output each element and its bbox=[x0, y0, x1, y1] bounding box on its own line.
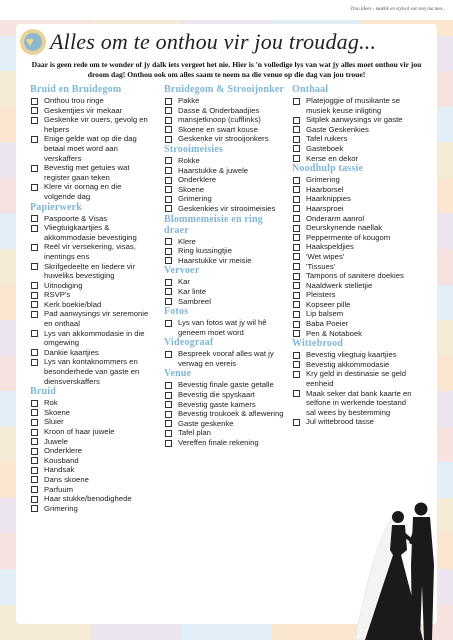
checklist-item bbox=[164, 96, 288, 106]
checkbox-icon[interactable] bbox=[31, 215, 38, 222]
checklist-item bbox=[30, 163, 152, 182]
checklist-item-label: Haarborsel bbox=[306, 184, 344, 194]
checklist-item bbox=[30, 348, 152, 358]
checklist-item-label: Onthou trou ringe bbox=[44, 96, 104, 105]
checklist-item-label: Peppermente of kougom bbox=[306, 232, 391, 242]
checklist-item-label: Geskenke vir ouers, gevolg en helpers bbox=[44, 115, 148, 134]
checklist-item bbox=[164, 185, 288, 195]
checklist-item bbox=[30, 106, 152, 116]
checklist-item-label: Skrifgedeelte en liedere vir huweliks bevestiging bbox=[44, 261, 136, 281]
checklist-item bbox=[164, 156, 288, 166]
checkbox-icon[interactable] bbox=[165, 257, 172, 264]
checklist-item bbox=[30, 300, 152, 310]
checkbox-icon[interactable] bbox=[293, 155, 300, 162]
checklist-item bbox=[164, 349, 288, 368]
checkbox-icon[interactable] bbox=[165, 136, 172, 143]
checklist-item bbox=[164, 390, 288, 400]
section-heading: Videograaf bbox=[164, 337, 214, 349]
section-heading: Vervoer bbox=[164, 265, 200, 277]
checklist-item bbox=[292, 252, 414, 262]
checklist-section bbox=[164, 265, 288, 306]
checkbox-icon[interactable] bbox=[165, 392, 172, 399]
checklist-item bbox=[30, 223, 152, 242]
section-heading: Onthaal bbox=[292, 84, 329, 95]
checklist-item-label: Dankie kaartjies bbox=[44, 347, 99, 357]
checklist-section bbox=[30, 386, 152, 513]
checkbox-icon[interactable] bbox=[31, 292, 38, 299]
checklist-item-label: Haarstukke vir meisie bbox=[178, 255, 252, 265]
checkbox-icon[interactable] bbox=[165, 117, 172, 124]
checklist-item bbox=[164, 204, 288, 214]
checklist-item bbox=[164, 115, 288, 125]
checkbox-icon[interactable] bbox=[31, 184, 38, 191]
checkbox-icon[interactable] bbox=[165, 298, 172, 305]
checkbox-icon[interactable] bbox=[165, 248, 172, 255]
checkbox-icon[interactable] bbox=[165, 205, 172, 212]
checklist-item-label: Tafel plan bbox=[178, 428, 211, 438]
checklist-item-label: Haarsproei bbox=[306, 203, 344, 213]
checklist-item-label: Enige gelde wat op die dag betaal moet word aan verskaffers bbox=[44, 134, 137, 163]
section-heading: Papierwerk bbox=[30, 201, 82, 213]
checklist-item-label: Maak seker dat bank kaarte en selfone in werkende toestand sal wees by bestemming bbox=[306, 388, 412, 417]
checklist-item bbox=[164, 297, 288, 307]
checklist-item-label: Skoene bbox=[44, 407, 71, 417]
checklist bbox=[292, 96, 414, 163]
checkbox-icon[interactable] bbox=[293, 301, 300, 308]
checklist-item bbox=[30, 182, 152, 201]
checklist-item bbox=[292, 329, 414, 339]
checklist-section bbox=[292, 84, 414, 163]
checklist-item bbox=[292, 360, 414, 370]
checkbox-icon[interactable] bbox=[31, 311, 38, 318]
checklist-item-label: Sitplek aanwysings vir gaste bbox=[306, 115, 403, 125]
checkbox-icon[interactable] bbox=[165, 107, 172, 114]
checklist-section bbox=[164, 368, 288, 447]
checklist-item bbox=[30, 446, 152, 456]
checklist-item-label: Haakspeldjies bbox=[306, 242, 354, 252]
checklist-item-label: 'Tissues' bbox=[306, 261, 336, 271]
checkbox-icon[interactable] bbox=[293, 205, 300, 212]
checklist-item bbox=[30, 494, 152, 504]
checkbox-icon[interactable] bbox=[293, 196, 300, 203]
checkbox-icon[interactable] bbox=[293, 253, 300, 260]
checklist-item-label: Kry geld in destinasie se geld eenheid bbox=[306, 369, 406, 389]
checklist-item-label: Onderarm aanrol bbox=[306, 213, 365, 223]
checklist-item bbox=[30, 281, 152, 291]
checklist-item-label: Bevestig akkommodasie bbox=[306, 359, 390, 369]
checkbox-icon[interactable] bbox=[31, 467, 38, 474]
checkbox-icon[interactable] bbox=[31, 330, 38, 337]
checklist-item bbox=[292, 204, 414, 214]
checklist-item-label: Grimering bbox=[178, 194, 212, 204]
checklist-item bbox=[30, 437, 152, 447]
checklist-item-label: Bespreek vooraf alles wat jy verwag en vereis bbox=[178, 349, 274, 368]
checkbox-icon[interactable] bbox=[293, 186, 300, 193]
checkbox-icon[interactable] bbox=[293, 330, 300, 337]
section-heading: Strooimeisies bbox=[164, 143, 224, 155]
checklist bbox=[292, 175, 414, 338]
checkbox-icon[interactable] bbox=[293, 225, 300, 232]
checklist-item-label: Jul wittebrood tasse bbox=[306, 417, 374, 427]
checklist-item bbox=[164, 409, 288, 419]
checklist bbox=[164, 277, 288, 306]
checklist-item-label: Baba Poeier bbox=[306, 319, 349, 329]
checkbox-icon[interactable] bbox=[165, 430, 172, 437]
checkbox-icon[interactable] bbox=[31, 438, 38, 445]
checklist-item bbox=[164, 400, 288, 410]
checkbox-icon[interactable] bbox=[293, 282, 300, 289]
checkbox-icon[interactable] bbox=[165, 167, 172, 174]
checklist-item-label: Onderklere bbox=[44, 446, 83, 456]
checklist-item-label: Bevestig die spyskaart bbox=[178, 390, 255, 400]
checkbox-icon[interactable] bbox=[31, 225, 38, 232]
checklist-item bbox=[292, 115, 414, 125]
checkbox-icon[interactable] bbox=[31, 263, 38, 270]
checkbox-icon[interactable] bbox=[293, 136, 300, 143]
checklist-item bbox=[30, 357, 152, 386]
checkbox-icon[interactable] bbox=[31, 136, 38, 143]
checklist-item bbox=[164, 318, 288, 337]
checklist-item bbox=[164, 125, 288, 135]
checklist-item bbox=[30, 262, 152, 281]
checklist-item-label: Juwele bbox=[44, 436, 68, 446]
checklist-item bbox=[292, 290, 414, 300]
checkbox-icon[interactable] bbox=[293, 117, 300, 124]
checklist-item bbox=[164, 428, 288, 438]
checklist-item bbox=[292, 242, 414, 252]
column-left bbox=[30, 84, 152, 513]
section-heading: Blommemeisie en ring draer bbox=[164, 213, 263, 236]
section-heading: Bruid en Bruidegom bbox=[30, 84, 122, 95]
checklist-item bbox=[164, 175, 288, 185]
section-heading: Venue bbox=[164, 368, 192, 380]
checklist bbox=[30, 96, 152, 202]
checkbox-icon[interactable] bbox=[31, 359, 38, 366]
checklist-item-label: Vereffen finale rekening bbox=[178, 438, 259, 448]
checklist-item-label: Geskenke vir strooijonkers bbox=[178, 134, 269, 144]
page-title: Alles om te onthou vir jou troudag... bbox=[50, 29, 377, 54]
checklist-item-label: 'Wet wipes' bbox=[306, 251, 345, 261]
checkbox-icon[interactable] bbox=[31, 505, 38, 512]
checklist-item bbox=[292, 134, 414, 144]
checklist-item bbox=[164, 166, 288, 176]
checklist-item bbox=[292, 262, 414, 272]
checkbox-icon[interactable] bbox=[293, 244, 300, 251]
checklist-item-label: Bevestig finale gaste getalle bbox=[178, 380, 274, 390]
checkbox-icon[interactable] bbox=[31, 400, 38, 407]
checklist-item bbox=[30, 214, 152, 224]
checkbox-icon[interactable] bbox=[293, 292, 300, 299]
checklist-item bbox=[164, 246, 288, 256]
checklist-item bbox=[164, 438, 288, 448]
checkbox-icon[interactable] bbox=[31, 244, 38, 251]
checklist-item-label: Grimering bbox=[44, 503, 78, 513]
checklist-item-label: Vliegtuigkaartjies & akkommodasie bevestiging bbox=[44, 223, 137, 242]
checklist-item bbox=[164, 106, 288, 116]
checkbox-icon[interactable] bbox=[165, 126, 172, 133]
checklist-item-label: Pen & Notaboek bbox=[306, 328, 362, 338]
checklist-section bbox=[292, 338, 414, 427]
checkbox-icon[interactable] bbox=[165, 196, 172, 203]
checklist-item-label: Skoene en swart kouse bbox=[178, 124, 258, 134]
checkbox-icon[interactable] bbox=[165, 157, 172, 164]
checkbox-icon[interactable] bbox=[165, 401, 172, 408]
checklist-item-label: Reël vir versekering, visas, inentings ens bbox=[44, 242, 136, 261]
checklist-item bbox=[292, 175, 414, 185]
checklist-item-label: Skoene bbox=[178, 184, 205, 194]
checklist-item-label: Kerse en dekor bbox=[306, 153, 359, 163]
checkbox-icon[interactable] bbox=[293, 352, 300, 359]
checklist-item bbox=[292, 319, 414, 329]
checklist-item bbox=[30, 309, 152, 328]
checklist-item-label: Pad aanwysings vir seremonie en onthaal bbox=[44, 309, 149, 329]
checklist-section bbox=[30, 84, 152, 202]
checkbox-icon[interactable] bbox=[293, 177, 300, 184]
checklist-item bbox=[30, 398, 152, 408]
checklist-item bbox=[30, 504, 152, 514]
checklist-item-label: Kar bbox=[178, 277, 190, 287]
section-heading: Bruidegom & Strooijonker bbox=[164, 84, 285, 95]
checklist-item-label: Klere bbox=[178, 236, 196, 246]
checklist-item-label: Tampons of sanitere doekies bbox=[306, 271, 404, 281]
checklist-item-label: Bevestig troukoek & aflewering bbox=[178, 409, 284, 419]
checkbox-icon[interactable] bbox=[31, 349, 38, 356]
checklist-item-label: Gaste Geskenkies bbox=[306, 124, 369, 134]
checklist-item-label: Platejoggie of musikante se musiek keuse inligting bbox=[306, 96, 401, 115]
checklist-item bbox=[164, 237, 288, 247]
checkbox-icon[interactable] bbox=[165, 98, 172, 105]
checklist-item-label: Tafel ruikers bbox=[306, 134, 348, 144]
checkbox-icon[interactable] bbox=[31, 496, 38, 503]
title-row bbox=[18, 27, 435, 61]
checkbox-icon[interactable] bbox=[165, 440, 172, 447]
checklist-item-label: Haarknippies bbox=[306, 194, 351, 204]
checkbox-icon[interactable] bbox=[293, 234, 300, 241]
checklist-item-label: Uitnodiging bbox=[44, 280, 83, 290]
checkbox-icon[interactable] bbox=[31, 409, 38, 416]
checklist-item bbox=[30, 96, 152, 106]
checklist-section bbox=[164, 337, 288, 368]
checkbox-icon[interactable] bbox=[293, 126, 300, 133]
checkbox-icon[interactable] bbox=[293, 390, 300, 397]
intro-text: Daar is geen rede om te wonder of jy dalk iets vergeet het nie. Hier is 'n volledige lys van wat jy alles moet onthou vir jou droom dag! Onthou ook om alles saam te neem na die venue op die dag van jou troue! bbox=[31, 60, 422, 79]
checkbox-icon[interactable] bbox=[165, 238, 172, 245]
checklist-item-label: Rok bbox=[44, 398, 58, 408]
checkbox-icon[interactable] bbox=[293, 98, 300, 105]
checkbox-icon[interactable] bbox=[293, 263, 300, 270]
checklist-item bbox=[292, 309, 414, 319]
checkbox-icon[interactable] bbox=[165, 177, 172, 184]
checklist-item-label: Handsak bbox=[44, 465, 75, 475]
column-middle bbox=[164, 84, 288, 448]
checklist-item-label: Sambreel bbox=[178, 296, 211, 306]
checkbox-icon[interactable] bbox=[31, 98, 38, 105]
section-heading: Wittebrood bbox=[292, 338, 344, 350]
checklist bbox=[164, 96, 288, 144]
checkbox-icon[interactable] bbox=[31, 419, 38, 426]
checklist-item bbox=[30, 417, 152, 427]
checklist-item bbox=[30, 115, 152, 134]
checklist-item bbox=[30, 465, 152, 475]
checklist-item bbox=[164, 419, 288, 429]
checklist-item bbox=[292, 125, 414, 135]
section-heading: Bruid bbox=[30, 386, 57, 398]
checkbox-icon[interactable] bbox=[293, 361, 300, 368]
checkbox-icon[interactable] bbox=[165, 420, 172, 427]
checklist bbox=[292, 350, 414, 427]
checklist-item bbox=[292, 223, 414, 233]
checklist-section bbox=[164, 144, 288, 214]
checkbox-icon[interactable] bbox=[293, 419, 300, 426]
checklist-item-label: Bevestig gaste kamers bbox=[178, 399, 256, 409]
checklist-item bbox=[292, 389, 414, 418]
checklist bbox=[164, 380, 288, 447]
checklist-item-label: Kar linte bbox=[178, 286, 207, 296]
checklist-item-label: Lys van akkommodasie in die omgewing bbox=[44, 328, 145, 348]
checklist-item bbox=[292, 233, 414, 243]
checkbox-icon[interactable] bbox=[165, 186, 172, 193]
checklist-item bbox=[30, 427, 152, 437]
column-right bbox=[292, 84, 414, 427]
checkbox-icon[interactable] bbox=[165, 411, 172, 418]
checklist-item-label: Dasse & Onderbaadjies bbox=[178, 105, 260, 115]
checklist-item bbox=[292, 144, 414, 154]
checkbox-icon[interactable] bbox=[31, 476, 38, 483]
checklist bbox=[30, 214, 152, 387]
checklist-item bbox=[292, 369, 414, 388]
checklist-section bbox=[164, 84, 288, 144]
checklist-section bbox=[164, 306, 288, 337]
checkbox-icon[interactable] bbox=[293, 145, 300, 152]
checklist-item bbox=[30, 408, 152, 418]
checklist-item bbox=[30, 290, 152, 300]
checklist-item-label: Pleisters bbox=[306, 290, 336, 300]
checkbox-icon[interactable] bbox=[31, 429, 38, 436]
checklist-item-label: RSVP's bbox=[44, 290, 71, 300]
checklist-item-label: Kroon of haar juwele bbox=[44, 427, 115, 436]
bride-groom-silhouette-icon bbox=[335, 495, 445, 640]
checklist-item bbox=[292, 96, 414, 115]
checklist-item bbox=[164, 256, 288, 266]
checklist-item bbox=[30, 134, 152, 163]
checklist-item-label: Lip balsem bbox=[306, 309, 344, 319]
checklist-item-label: mansjetknoop (cufflinks) bbox=[178, 115, 261, 125]
checklist-item-label: Lys van fotos wat jy wil hê geneem moet word bbox=[178, 318, 267, 337]
checklist-item bbox=[292, 350, 414, 360]
checkbox-icon[interactable] bbox=[165, 320, 172, 327]
checklist-item-label: Dans skoene bbox=[44, 474, 89, 484]
checklist bbox=[164, 237, 288, 266]
checklist-item-label: Bevestig met getuies wat register gaan teken bbox=[44, 163, 130, 182]
checklist-item-label: Paspoorte & Visas bbox=[44, 213, 108, 223]
checklist-section bbox=[164, 214, 288, 266]
checkbox-icon[interactable] bbox=[31, 486, 38, 493]
checkbox-icon[interactable] bbox=[31, 165, 38, 172]
checklist-item-label: Gasteboek bbox=[306, 143, 344, 153]
checklist-item bbox=[292, 194, 414, 204]
checklist-item-label: Kerk boekie/blad bbox=[44, 299, 102, 309]
heart-emblem-icon: ♥ bbox=[20, 29, 46, 55]
checklist-item bbox=[164, 380, 288, 390]
checklist-item-label: Sluier bbox=[44, 417, 64, 427]
checklist bbox=[164, 349, 288, 368]
checkbox-icon[interactable] bbox=[165, 279, 172, 286]
checkbox-icon[interactable] bbox=[31, 282, 38, 289]
checklist-item-label: Bevestig vliegtuig kaartjies bbox=[306, 350, 397, 360]
checklist-item-label: Ring kussingtjie bbox=[178, 246, 232, 256]
checklist-item-label: Kopseer pille bbox=[306, 299, 351, 309]
checkbox-icon[interactable] bbox=[31, 117, 38, 124]
checklist bbox=[30, 398, 152, 513]
checklist-item-label: Pakke bbox=[178, 96, 200, 105]
checkbox-icon[interactable] bbox=[165, 351, 172, 358]
checklist-item-label: Lys van kontaknommers en besonderhede van gaste en diensverskaffers bbox=[44, 357, 140, 386]
checkbox-icon[interactable] bbox=[293, 311, 300, 318]
checklist-item bbox=[292, 417, 414, 427]
checklist-item bbox=[164, 277, 288, 287]
checklist-item bbox=[30, 456, 152, 466]
checklist-item bbox=[292, 214, 414, 224]
checklist-item-label: Onderklere bbox=[178, 175, 217, 185]
checklist-item-label: Deurskynende naellak bbox=[306, 223, 383, 233]
checklist-item bbox=[164, 134, 288, 144]
checkbox-icon[interactable] bbox=[31, 457, 38, 464]
section-heading: Noodhulp tassie bbox=[292, 163, 364, 175]
checklist-item bbox=[292, 185, 414, 195]
checklist-item bbox=[164, 287, 288, 297]
checklist-item-label: Gaste geskenke bbox=[178, 418, 234, 428]
checkbox-icon[interactable] bbox=[293, 215, 300, 222]
section-heading: Fotos bbox=[164, 306, 189, 318]
checklist-item bbox=[292, 271, 414, 281]
checklist-item bbox=[292, 154, 414, 164]
checkbox-icon[interactable] bbox=[293, 321, 300, 328]
checklist-item bbox=[292, 300, 414, 310]
checklist-item-label: Naaldwerk stelletjie bbox=[306, 280, 373, 290]
checklist-item bbox=[30, 485, 152, 495]
checklist-section bbox=[30, 202, 152, 387]
checklist-item-label: Parfuum bbox=[44, 484, 74, 494]
checklist-item-label: Rokke bbox=[178, 155, 200, 165]
checkbox-icon[interactable] bbox=[293, 273, 300, 280]
checklist-item-label: Haarstukke & juwele bbox=[178, 165, 249, 175]
header-tagline: Trou Idees - maklik en stylvol van mej ma mes.. bbox=[350, 7, 445, 12]
checklist-item-label: Haar stukke/benodighede bbox=[44, 494, 132, 504]
checklist-item-label: Geskentjies vir mekaar bbox=[44, 105, 123, 115]
checklist-item-label: Geskenkies vir strooimeisies bbox=[178, 203, 276, 213]
checklist-item bbox=[30, 329, 152, 348]
checklist-item-label: Klere vir oornag en die volgende dag bbox=[44, 182, 122, 201]
checklist bbox=[164, 318, 288, 337]
checklist bbox=[164, 156, 288, 214]
checkbox-icon[interactable] bbox=[31, 301, 38, 308]
checkbox-icon[interactable] bbox=[293, 371, 300, 378]
checkbox-icon[interactable] bbox=[31, 107, 38, 114]
checklist-item-label: Grimering bbox=[306, 175, 340, 185]
checklist-item bbox=[30, 242, 152, 261]
checklist-section bbox=[292, 163, 414, 338]
checklist-item bbox=[292, 281, 414, 291]
checklist-item-label: Kousband bbox=[44, 455, 79, 465]
checkbox-icon[interactable] bbox=[165, 288, 172, 295]
checklist-item bbox=[30, 475, 152, 485]
checklist-item bbox=[164, 194, 288, 204]
checkbox-icon[interactable] bbox=[31, 448, 38, 455]
checkbox-icon[interactable] bbox=[165, 382, 172, 389]
